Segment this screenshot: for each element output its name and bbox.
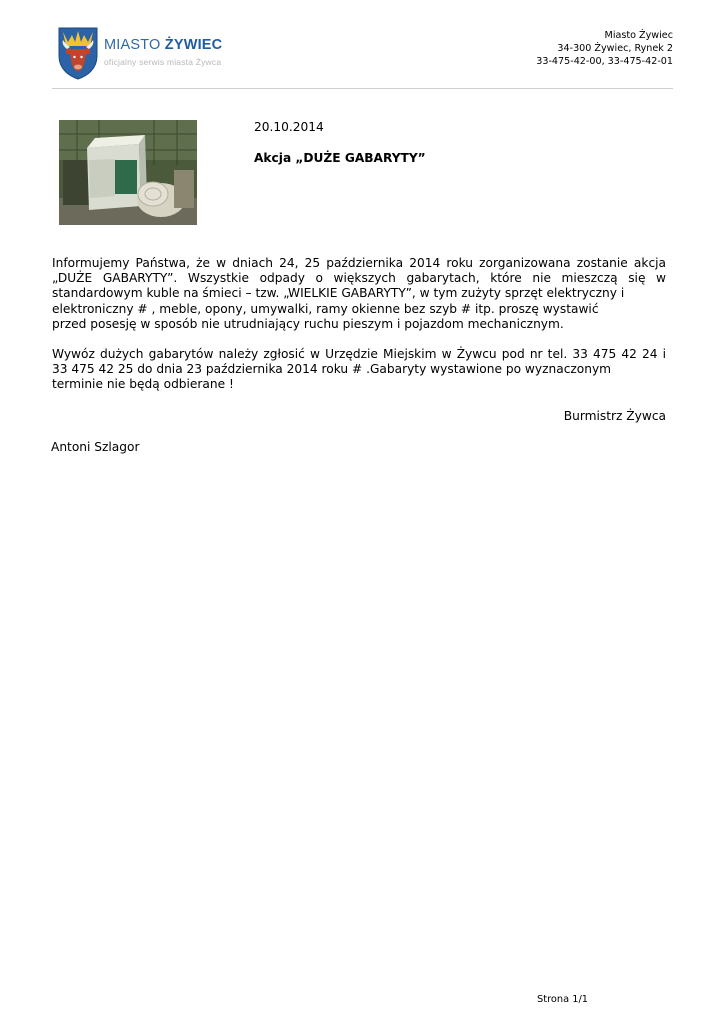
address-line-3: 33-475-42-00, 33-475-42-01 — [536, 56, 673, 67]
page-number: Strona 1/1 — [537, 994, 588, 1005]
signature-title: Burmistrz Żywca — [563, 409, 666, 423]
paragraph-2-overflow-line: 33 475 42 25 do dnia 23 października 2014 roku # .Gabaryty wystawione po wyznaczonym — [52, 362, 612, 377]
address-line-2: 34-300 Żywiec, Rynek 2 — [557, 43, 673, 54]
paragraph-2 — [52, 347, 666, 393]
brand-subtitle: oficjalny serwis miasta Żywca — [104, 57, 222, 67]
paragraph-1-overflow-line: elektroniczny # , meble, opony, umywalki, ramy okienne bez szyb # itp. proszę wystawić — [52, 301, 599, 316]
brand-title — [104, 36, 222, 54]
contact-address — [536, 29, 673, 68]
address-line-1: Miasto Żywiec — [604, 30, 673, 41]
bulky-waste-photo — [59, 120, 197, 225]
article-title: Akcja „DUŻE GABARYTY” — [254, 151, 426, 165]
paragraph-1-text: Informujemy Państwa, że w dniach 24, 25 października 2014 roku zorganizowana zostanie akcja „DUŻE GABARYTY”. Wszystkie odpady o większych gabarytach, które nie mieszczą się w standardowym kuble na śmieci – tzw. „WIELKIE GABARYTY”, w tym zużyty sprzęt elektryczny i — [52, 256, 666, 301]
paragraph-2-text: Wywóz dużych gabarytów należy zgłosić w Urzędzie Miejskim w Żywcu pod nr tel. 33 475 42 24 i — [52, 347, 666, 362]
article-date: 20.10.2014 — [254, 120, 324, 134]
paragraph-2-last-line: terminie nie będą odbierane ! — [52, 377, 234, 392]
signature-name: Antoni Szlagor — [51, 440, 140, 454]
header-divider — [52, 88, 673, 89]
paragraph-1 — [52, 256, 666, 332]
brand-title-bold: ŻYWIEC — [164, 37, 223, 53]
paragraph-1-last-line: przed posesję w sposób nie utrudniający ruchu pieszym i pojazdom mechanicznym. — [52, 316, 564, 331]
coat-of-arms-icon — [57, 26, 99, 80]
brand — [104, 36, 222, 67]
article-body — [52, 256, 666, 393]
brand-title-light: MIASTO — [104, 37, 165, 53]
